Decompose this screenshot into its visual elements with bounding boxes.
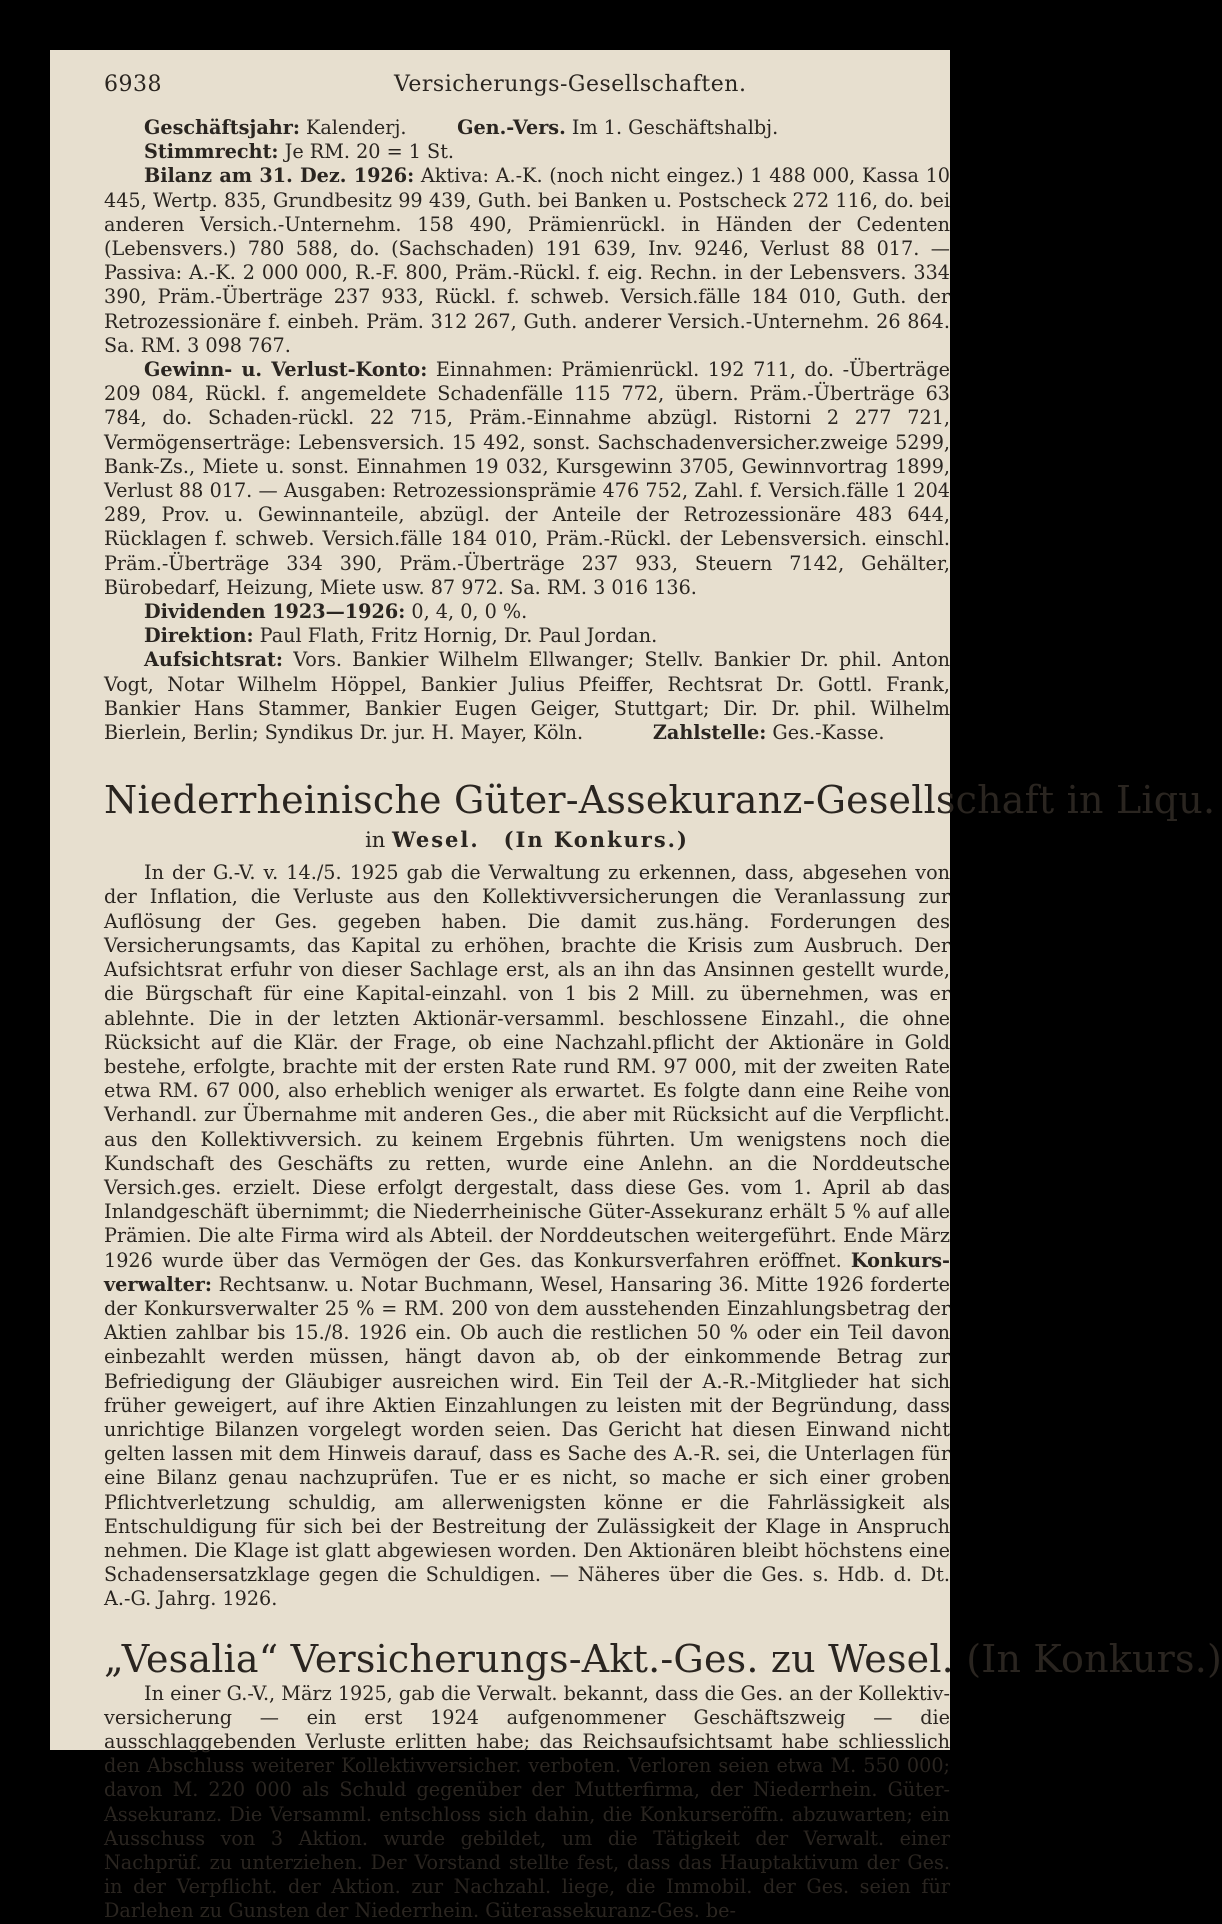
dividends-line (104, 600, 950, 624)
vesalia-paragraph: In einer G.-V., März 1925, gab die Verwalt. bekannt, dass die Ges. an der Kollektiv-versicherung — ein erst 1924 aufgenommener Geschäftszweig — die ausschlaggebenden Verluste erlitten habe; das Reichsaufsichtsamt habe schliesslich den Abschluss weiterer Kollektivversicher. verboten. Verloren seien etwa M. 550 000; davon M. 220 000 als Schuld gegenüber der Mutterfirma, der Niederrhein. Güter-Assekuranz. Die Versamml. entschloss sich dahin, die Konkurseröffn. abzuwarten; ein Ausschuss von 3 Aktion. wurde gebildet, um die Tätigkeit der Verwalt. einer Nachprüf. zu unterziehen. Der Vorstand stellte fest, dass das Hauptaktivum der Ges. in der Verpflicht. der Aktion. zur Nachzahl. liege, die Immobil. der Ges. seien für Darlehen zu Gunsten der Niederrhein. Güterassekuranz-Ges. be- (104, 1681, 950, 1923)
supervisory-board-paragraph (104, 648, 950, 745)
balance-sheet-label: Bilanz am 31. Dez. 1926: (144, 164, 415, 188)
paying-agent-label: Zahlstelle: (652, 721, 767, 745)
bankruptcy-administrator-label: Konkurs-verwalter: (104, 1248, 950, 1296)
board-line (104, 624, 950, 648)
balance-sheet-text: Aktiva: A.-K. (noch nicht eingez.) 1 488 000, Kassa 10 445, Wertp. 835, Grundbesitz 99 439, Guth. bei Banken u. Postscheck 272 116, do. bei anderen Versich.-Unternehm. 158 490, Prämienrückl. in Händen der Cedenten (Lebensvers.) 780 588, do. (Sachschaden) 191 639, Inv. 9246, Verlust 88 017. — Passiva: A.-K. 2 000 000, R.-F. 800, Präm.-Rückl. f. eig. Rechn. in der Lebensvers. 334 390, Präm.-Überträge 237 933, Rückl. f. schweb. Versich.fälle 184 010, Guth. der Retrozessionäre f. einbeh. Präm. 312 267, Guth. anderer Versich.-Unternehm. 26 864. Sa. RM. 3 098 767. (104, 164, 950, 357)
fiscal-year-line (104, 116, 950, 140)
profit-loss-label: Gewinn- u. Verlust-Konto: (144, 358, 428, 382)
section-company-report (104, 116, 950, 745)
general-meeting-value: Im 1. Geschäftshalbj. (571, 116, 779, 139)
paying-agent-value: Ges.-Kasse. (772, 721, 885, 745)
section-niederrheinische (104, 777, 1216, 1611)
niederrheinische-text-part2: Rechtsanw. u. Notar Buchmann, Wesel, Hansaring 36. Mitte 1926 forderte der Konkursverwalter 25 % = RM. 200 von dem ausstehenden Einzahlungsbetrag der Aktien zahlbar bis 15./8. 1926 ein. Ob auch die restlichen 50 % oder ein Teil davon einbezahlt werden müssen, hängt davon ab, ob der einkommende Betrag zur Befriedigung der Gläubiger ausreichen wird. Ein Teil der A.-R.-Mitglieder hat sich früher geweigert, auf ihre Aktien Einzahlungen zu leisten mit der Begründung, dass unrichtige Bilanzen vorgelegt worden seien. Das Gericht hat diesen Einwand nicht gelten lassen mit dem Hinweis darauf, dass es Sache des A.-R. sei, die Unterlagen für eine Bilanz genau nachzuprüfen. Tue er es nicht, so mache er sich einer groben Pflichtverletzung schuldig, am allerwenigsten könne er die Fahrlässigkeit als Entschuldigung für sich bei der Bestreitung der Zulässigkeit der Klage in Anspruch nehmen. Die Klage ist glatt abgewiesen worden. Den Aktionären bleibt höchstens eine Schadensersatzklage gegen die Schuldigen. — Näheres über die Ges. s. Hdb. d. Dt. A.-G. Jahrg. 1926. (104, 1272, 950, 1611)
page-number: 6938 (104, 72, 162, 97)
fiscal-year-label: Geschäftsjahr: (144, 116, 300, 139)
profit-loss-text: Einnahmen: Prämienrückl. 192 711, do. -Überträge 209 084, Rückl. f. angemeldete Schadenfälle 115 772, übern. Präm.-Überträge 63 784, do. Schaden-rückl. 22 715, Präm.-Einnahme abzügl. Ristorni 2 277 721, Vermögenserträge: Lebensversich. 15 492, sonst. Sachschadenversicher.zweige 5299, Bank-Zs., Miete u. sonst. Einnahmen 19 032, Kursgewinn 3705, Gewinnvortrag 1899, Verlust 88 017. — Ausgaben: Retrozessionsprämie 476 752, Zahl. f. Versich.fälle 1 204 289, Prov. u. Gewinnanteile, abzügl. der Anteile der Retrozessionäre 483 644, Rücklagen f. schweb. Versich.fälle 184 010, Präm.-Rückl. der Lebensversich. einschl. Präm.-Überträge 334 390, Präm.-Überträge 237 933, Steuern 7142, Gehälter, Bürobedarf, Heizung, Miete usw. 87 972. Sa. RM. 3 016 136. (104, 358, 951, 599)
dividends-value: 0, 4, 0, 0 %. (411, 600, 528, 624)
niederrheinische-paragraph (104, 861, 950, 1611)
niederrheinische-subheading (104, 825, 950, 855)
subheading-status: (In Konkurs.) (503, 827, 689, 853)
voting-right-value: Je RM. 20 = 1 St. (284, 140, 455, 164)
page-body (104, 116, 1222, 1924)
section-vesalia (104, 1636, 1222, 1924)
niederrheinische-heading: Niederrheinische Güter-Assekuranz-Gesellschaft in Liqu. (104, 778, 1216, 823)
board-value: Paul Flath, Fritz Hornig, Dr. Paul Jordan. (259, 624, 658, 648)
board-label: Direktion: (144, 624, 254, 648)
general-meeting-label: Gen.-Vers. (457, 116, 566, 139)
dividends-label: Dividenden 1923—1926: (144, 600, 406, 624)
running-title: Versicherungs-Gesellschaften. (394, 72, 747, 97)
page-header (104, 72, 944, 112)
balance-sheet-paragraph (104, 164, 950, 358)
voting-right-label: Stimmrecht: (144, 140, 279, 164)
vesalia-heading: „Vesalia“ Versicherungs-Akt.-Ges. zu Wesel. (In Konkurs.) (104, 1636, 1222, 1681)
supervisory-board-label: Aufsichtsrat: (144, 648, 283, 672)
voting-right-line (104, 140, 950, 164)
niederrheinische-text-part1: In der G.-V. v. 14./5. 1925 gab die Verwaltung zu erkennen, dass, abgesehen von der Inflation, die Verluste aus den Kollektivversicherungen die Veranlassung zur Auflösung der Ges. gegeben haben. Die damit zus.häng. Forderungen des Versicherungsamts, das Kapital zu erhöhen, brachte die Krisis zum Ausbruch. Der Aufsichtsrat erfuhr von dieser Sachlage erst, als an ihn das Ansinnen gestellt wurde, die Bürgschaft für eine Kapital-einzahl. von 1 bis 2 Mill. zu übernehmen, was er ablehnte. Die in der letzten Aktionär-versamml. beschlossene Einzahl., die ohne Rücksicht auf die Klär. der Frage, ob eine Nachzahl.pflicht der Aktionäre in Gold bestehe, erfolgte, brachte mit der ersten Rate rund RM. 97 000, mit der zweiten Rate etwa RM. 67 000, also erheblich weniger als erwartet. Es folgte dann eine Reihe von Verhandl. zur Übernahme mit anderen Ges., die aber mit Rücksicht auf die Verpflicht. aus den Kollektivversich. zu keinem Ergebnis führten. Um wenigstens noch die Kundschaft des Geschäfts zu retten, wurde eine Anlehn. an die Norddeutsche Versich.ges. erzielt. Diese erfolgt dergestalt, dass diese Ges. vom 1. April ab das Inlandgeschäft übernimmt; die Niederrheinische Güter-Assekuranz erhält 5 % auf alle Prämien. Die alte Firma wird als Abteil. der Norddeutschen weitergeführt. Ende März 1926 wurde über das Vermögen der Ges. das Konkursverfahren eröffnet. (104, 861, 950, 1272)
document-page (50, 50, 1222, 1923)
subheading-city: Wesel. (392, 827, 480, 853)
supervisory-board-text: Vors. Bankier Wilhelm Ellwanger; Stellv. Bankier Dr. phil. Anton Vogt, Notar Wilhelm Höppel, Bankier Julius Pfeiffer, Rechtsrat Dr. Gottl. Frank, Bankier Hans Stammer, Bankier Eugen Geiger, Stuttgart; Dir. Dr. phil. Wilhelm Bierlein, Berlin; Syndikus Dr. jur. H. Mayer, Köln. (104, 648, 950, 745)
fiscal-year-value: Kalenderj. (306, 116, 407, 139)
profit-loss-paragraph (104, 358, 950, 600)
subheading-prefix: in (365, 828, 386, 853)
